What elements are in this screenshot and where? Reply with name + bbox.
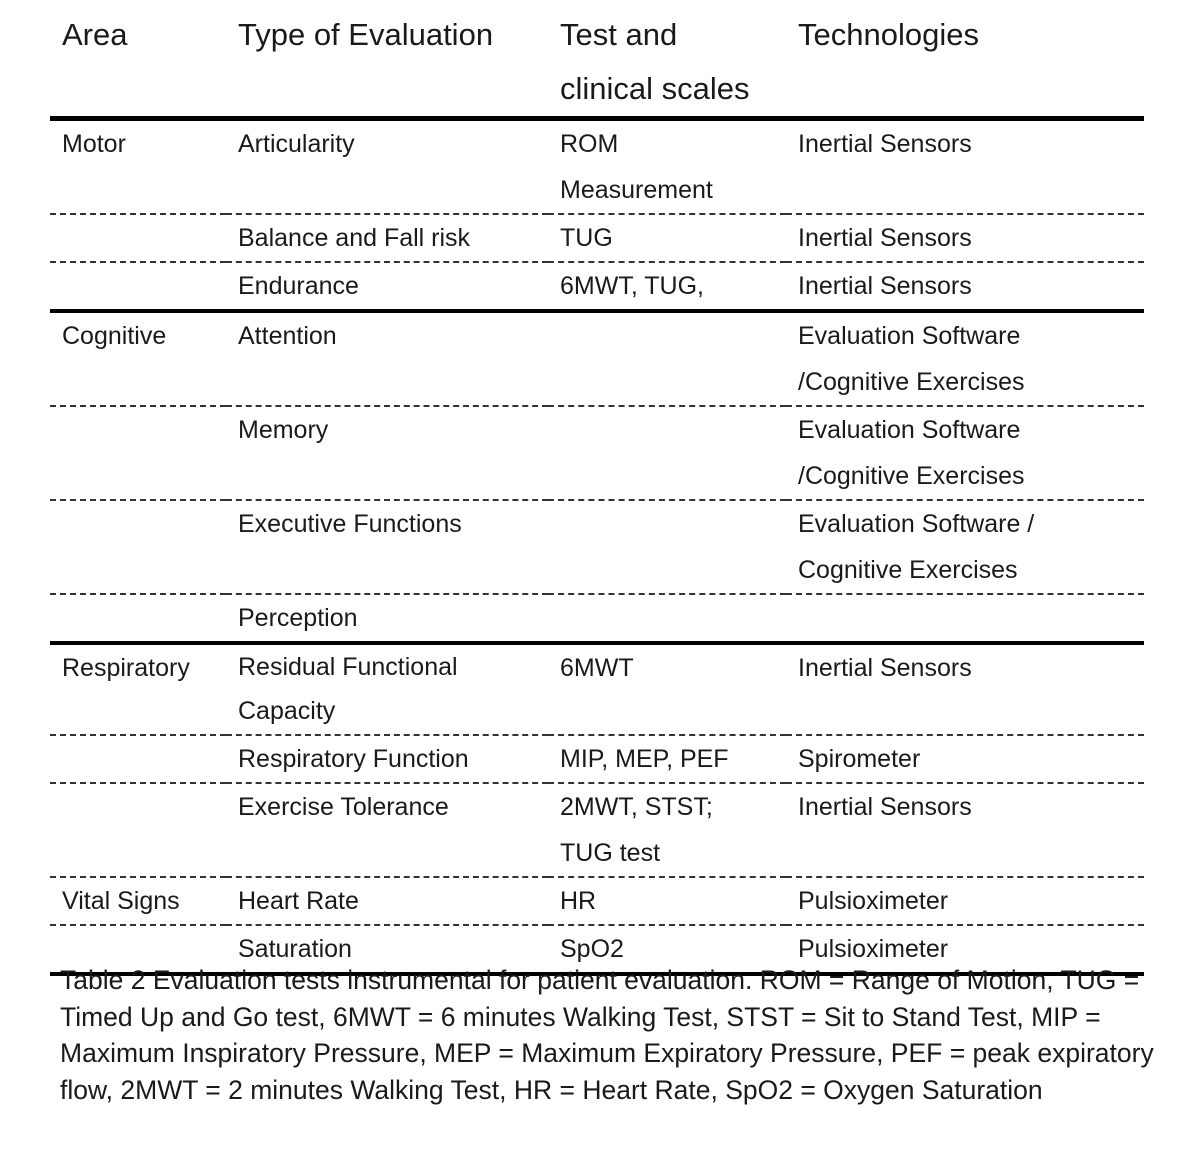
- cell-area: Motor: [62, 130, 126, 158]
- table-row: [50, 594, 1144, 643]
- cell-type: Memory: [238, 416, 329, 444]
- table-body: [50, 119, 1144, 975]
- cell-test: [548, 500, 786, 594]
- cell-area: [50, 406, 226, 500]
- cell-tech: [786, 311, 1144, 406]
- table-row: [50, 783, 1144, 877]
- cell-test-line2: TUG test: [560, 839, 661, 867]
- cell-type: Articularity: [238, 130, 355, 158]
- cell-tech: Inertial Sensors: [798, 654, 972, 682]
- header-test-line2: clinical scales: [560, 71, 750, 106]
- cell-tech-line2: /Cognitive Exercises: [798, 368, 1025, 396]
- header-area: Area: [62, 17, 128, 52]
- cell-area: [50, 735, 226, 783]
- table-row: [50, 119, 1144, 215]
- cell-tech: [786, 406, 1144, 500]
- cell-tech: Pulsioximeter: [798, 887, 949, 915]
- cell-test: SpO2: [560, 935, 624, 963]
- cell-test: [548, 783, 786, 877]
- cell-tech-line1: Evaluation Software: [798, 322, 1021, 350]
- table-row: [50, 262, 1144, 311]
- cell-type: [226, 643, 548, 735]
- cell-type: Attention: [238, 322, 337, 350]
- header-type: Type of Evaluation: [238, 17, 494, 52]
- cell-test-line1: ROM: [560, 130, 619, 158]
- table-row: [50, 500, 1144, 594]
- cell-area: [50, 262, 226, 311]
- cell-type: Balance and Fall risk: [238, 224, 471, 252]
- cell-test-line1: 2MWT, STST;: [560, 793, 713, 821]
- table-row: [50, 877, 1144, 925]
- table-row: [50, 214, 1144, 262]
- cell-tech: Pulsioximeter: [798, 935, 949, 963]
- cell-tech: [786, 594, 1144, 643]
- header-technologies: Technologies: [798, 17, 979, 52]
- table-row: [50, 643, 1144, 735]
- cell-type-line2: Capacity: [238, 697, 336, 725]
- cell-test: 6MWT, TUG,: [560, 272, 704, 300]
- cell-type: Exercise Tolerance: [238, 793, 449, 821]
- cell-test: [548, 119, 786, 215]
- evaluation-table: [50, 8, 1144, 976]
- cell-type: Heart Rate: [238, 887, 359, 915]
- header-test-line1: Test and: [560, 17, 678, 52]
- cell-test: [548, 311, 786, 406]
- cell-test: [548, 406, 786, 500]
- cell-test-line2: Measurement: [560, 176, 713, 204]
- header-test: [548, 8, 786, 119]
- table-header: [50, 8, 1144, 119]
- cell-test: [548, 594, 786, 643]
- cell-area: Cognitive: [62, 322, 167, 350]
- cell-area: [50, 500, 226, 594]
- table-row: [50, 735, 1144, 783]
- cell-tech: Inertial Sensors: [798, 793, 972, 821]
- cell-test: HR: [560, 887, 597, 915]
- cell-type: Endurance: [238, 272, 359, 300]
- cell-area: Vital Signs: [62, 887, 180, 915]
- header-row: [50, 8, 1144, 119]
- cell-type: Executive Functions: [238, 510, 462, 538]
- cell-area: Respiratory: [62, 654, 190, 682]
- cell-area: [50, 214, 226, 262]
- cell-test: 6MWT: [560, 654, 634, 682]
- cell-type: Respiratory Function: [238, 745, 469, 773]
- cell-tech-line2: /Cognitive Exercises: [798, 462, 1025, 490]
- cell-area: [50, 594, 226, 643]
- cell-tech: Spirometer: [798, 745, 921, 773]
- table-row: [50, 311, 1144, 406]
- cell-tech-line2: Cognitive Exercises: [798, 556, 1018, 584]
- cell-tech-line1: Evaluation Software /: [798, 510, 1035, 538]
- cell-tech-line1: Evaluation Software: [798, 416, 1021, 444]
- cell-tech: Inertial Sensors: [798, 272, 972, 300]
- cell-area: [50, 783, 226, 877]
- cell-type-line1: Residual Functional: [238, 653, 458, 681]
- cell-type: Saturation: [238, 935, 352, 963]
- cell-tech: Inertial Sensors: [798, 224, 972, 252]
- table-caption: Table 2 Evaluation tests instrumental for patient evaluation. ROM = Range of Motion, TUG = Timed Up and Go test, 6MWT = 6 minutes Walking Test, STST = Sit to Stand Test, MIP = Maximum Inspiratory Pressure, MEP = Maximum Expiratory Pressure, PEF = peak expiratory flow, 2MWT = 2 minutes Walking Test, HR = Heart Rate, SpO2 = Oxygen Saturation: [60, 965, 1154, 1105]
- cell-test: TUG: [560, 224, 613, 252]
- cell-tech: Inertial Sensors: [798, 130, 972, 158]
- cell-tech: [786, 500, 1144, 594]
- cell-test: MIP, MEP, PEF: [560, 745, 729, 773]
- table-row: [50, 406, 1144, 500]
- cell-type: Perception: [238, 604, 358, 632]
